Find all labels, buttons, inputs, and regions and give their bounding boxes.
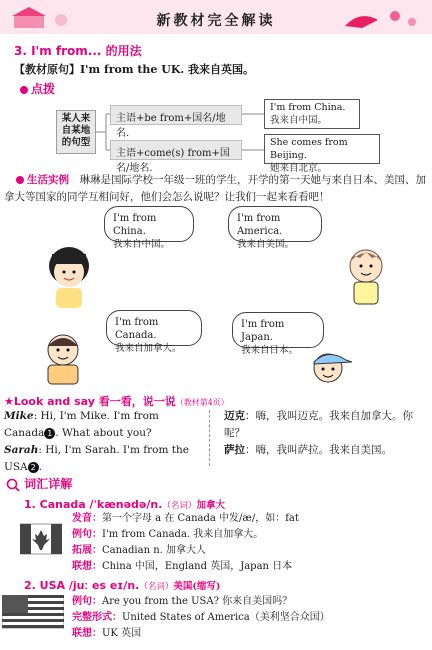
bubble-america-en: I'm from America.: [237, 213, 283, 237]
word-1-meaning: 加拿大: [196, 500, 225, 511]
example-2-zh: 她来自北京。: [270, 163, 328, 174]
bubble-china-zh: 我来自中国。: [113, 239, 171, 250]
canada-flag-icon: [20, 520, 62, 558]
example-1-en: I'm from China.: [270, 102, 346, 113]
life-example: [4, 172, 428, 206]
bubble-japan-zh: 我来自日本。: [241, 345, 299, 356]
sarah-name: Sarah: [4, 444, 39, 456]
zh-sarah-line: [224, 442, 428, 459]
word-2-details: [72, 594, 426, 642]
zh-sarah-text: ：嗨，我叫萨拉。我来自美国。: [245, 444, 392, 456]
bubble-canada: [106, 310, 202, 354]
bubble-america-zh: 我来自美国。: [237, 239, 295, 250]
bubble-canada-zh: 我来自加拿大。: [115, 343, 182, 354]
mike-name: Mike: [4, 410, 34, 422]
mike-text-2: . What about you?: [55, 427, 152, 439]
zh-mike-text: ：嗨，我叫迈克。我来自加拿大。你呢？: [224, 410, 413, 439]
word-2-title: [24, 578, 220, 592]
magnifier-icon: [6, 478, 20, 492]
bubble-china: [104, 206, 194, 250]
rule-be-from: 主语+be from+国名/地名.: [110, 105, 242, 125]
word-2-lianxiang: 联想：UK 英国: [72, 628, 142, 639]
bubble-america: [228, 206, 322, 250]
word-1-title: [24, 497, 225, 511]
usa-flag-icon: [2, 595, 64, 629]
word-2-headword: 2. USA /juː es eɪ/n.: [24, 579, 140, 592]
rule-come-from: 主语+come(s) from+国名/地名.: [110, 140, 242, 160]
original-text: I'm from the UK. 我来自英国。: [80, 63, 255, 76]
look-say-heading: [4, 393, 229, 409]
word-1-liju: 例句：I'm from Canada. 我来自加拿大。: [72, 529, 264, 540]
word-1-lianxiang: 联想：China 中国，England 英国，Japan 日本: [72, 561, 293, 572]
bullet-icon: [20, 86, 28, 94]
original-label: 【教材原句】: [14, 63, 80, 76]
zh-mike-line: [224, 408, 428, 442]
bubble-japan: [232, 312, 324, 356]
boy-america-illustration: [342, 244, 390, 310]
pattern-box: 某人来自某地的句型: [56, 110, 96, 154]
bullet-icon: [16, 176, 24, 184]
look-say-title: ★Look and say 看一看，说一说: [4, 395, 176, 408]
note-2-icon: 2: [28, 462, 39, 473]
word-2-liju: 例句：Are you from the USA? 你来自美国吗？: [72, 596, 293, 607]
example-2: [264, 134, 380, 174]
word-1-pos: （名词）: [162, 501, 197, 511]
zh-sarah-name: 萨拉: [224, 444, 245, 456]
dialogue-chinese: [224, 408, 428, 459]
word-2-full: 完整形式：United States of America（美利坚合众国）: [72, 612, 330, 623]
sarah-line: Sarah: Hi, I'm Sarah. I'm from the USA 2 .: [4, 444, 189, 473]
word-1-tuozhan: 拓展：Canadian n. 加拿大人: [72, 545, 206, 556]
girl-china-illustration: [40, 242, 98, 310]
dialogue-english: [4, 408, 200, 476]
example-2-en: She comes from Beijing.: [270, 137, 348, 161]
look-say-ref: （教材第4页）: [175, 398, 229, 407]
vocab-heading: 词汇详解: [6, 475, 72, 492]
example-1: [264, 99, 360, 129]
mike-text: : Hi, I'm Mike. I'm from Canada: [4, 410, 159, 439]
life-text: 琳琳是国际学校一年级一班的学生，开学的第一天她与来自日本、美国、加拿大等国家的同学互相问好，他们会怎么说呢？让我们一起来看看吧！: [4, 174, 426, 203]
word-1-fayin: 发音：第一个字母 a 在 Canada 中发/æ/，如：fat: [72, 513, 299, 524]
mike-line: [4, 408, 200, 442]
word-1-details: [72, 511, 426, 575]
word-2-pos: （名词）: [139, 582, 174, 592]
sarah-text: : Hi, I'm Sarah. I'm from the USA: [4, 444, 189, 473]
bubble-china-en: I'm from China.: [113, 213, 157, 237]
example-1-zh: 我来自中国。: [270, 115, 328, 126]
dianbo-label: 点拨: [20, 80, 55, 97]
boy-japan-illustration: [306, 346, 356, 392]
original-sentence: [14, 61, 254, 77]
boy-canada-illustration: [34, 330, 92, 386]
bubble-japan-en: I'm from Japan.: [241, 319, 285, 343]
word-1-headword: 1. Canada /ˈkænədə/n.: [24, 498, 163, 511]
life-label: 生活实例: [27, 174, 69, 186]
section-heading: 3. I'm from... 的用法: [14, 44, 142, 58]
bubble-canada-en: I'm from Canada.: [115, 317, 159, 341]
word-2-meaning: 美国(缩写): [173, 581, 221, 592]
page-header: [0, 0, 432, 34]
zh-mike-name: 迈克: [224, 410, 245, 422]
note-1-icon: 1: [44, 428, 55, 439]
column-divider: [209, 410, 211, 466]
page-title: 新教材完全解读: [156, 13, 276, 29]
